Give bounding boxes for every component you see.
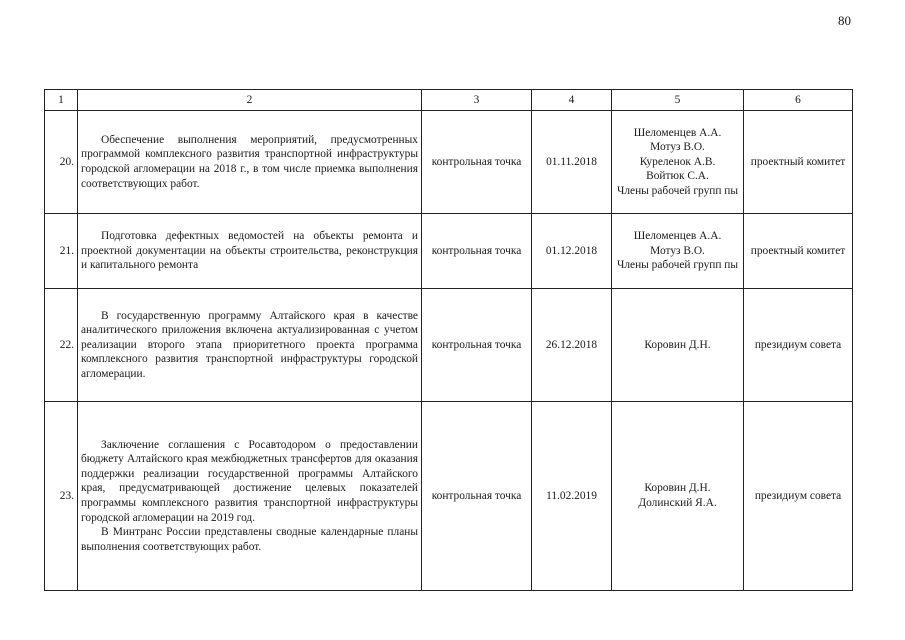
task-description (78, 402, 422, 591)
approving-body: проектный комитет (744, 214, 853, 289)
description-paragraph: Подготовка дефектных ведомостей на объекты ремонта и проектной документации на объекты строительства, реконструкция и капитального ремонта (81, 230, 418, 272)
approving-body: президиум совета (744, 402, 853, 591)
table-row (45, 214, 853, 289)
approving-body: проектный комитет (744, 111, 853, 214)
responsible-persons (612, 402, 744, 591)
task-type: контрольная точка (422, 289, 532, 402)
responsible-person: Долинский Я.А. (638, 497, 717, 509)
task-type: контрольная точка (422, 214, 532, 289)
column-header: 4 (532, 90, 612, 111)
table-row (45, 111, 853, 214)
column-header: 1 (45, 90, 78, 111)
responsible-person: Члены рабочей групп пы (616, 259, 739, 272)
responsible-person: Куреленок А.В. (639, 155, 716, 168)
row-number: 20. (45, 111, 78, 214)
task-description (78, 111, 422, 214)
table-header-row (45, 90, 853, 111)
approving-body: президиум совета (744, 289, 853, 402)
row-number: 21. (45, 214, 78, 289)
column-header: 2 (78, 90, 422, 111)
table-row (45, 289, 853, 402)
description-paragraph: В государственную программу Алтайского края в качестве аналитического приложения включена актуализированная с учетом реализации второго этапа приоритетного проекта программа комплексного развития транспортной инфраструктуры городской агломерации. (81, 309, 418, 380)
responsible-person: Мотуз В.О. (650, 141, 705, 154)
description-paragraph: Заключение соглашения с Росавтодором о предоставлении бюджету Алтайского края межбюджетных трансфертов для оказания поддержки реализации государственной программы Алтайского края, предусматривающей достижение целевых показателей программы комплексного развития транспортной инфраструктуры городской агломерации на 2019 год. (81, 438, 418, 524)
row-number: 22. (45, 289, 78, 402)
column-header: 3 (422, 90, 532, 111)
row-number: 23. (45, 402, 78, 591)
responsible-persons (612, 289, 744, 402)
task-date: 26.12.2018 (532, 289, 612, 402)
responsible-person: Коровин Д.Н. (644, 338, 711, 351)
task-type: контрольная точка (422, 111, 532, 214)
responsible-persons (612, 111, 744, 214)
task-type: контрольная точка (422, 402, 532, 591)
responsible-person: Шеломенцев А.А. (633, 230, 722, 243)
responsible-person: Шеломенцев А.А. (633, 126, 722, 139)
description-paragraph: Обеспечение выполнения мероприятий, предусмотренных программой комплексного развития транспортной инфраструктуры городской агломерации на 2018 г., в том числе приемка выполнения соответствующих работ. (81, 133, 418, 190)
responsible-persons (612, 214, 744, 289)
responsible-person: Войтюк С.А. (646, 170, 709, 183)
column-header: 5 (612, 90, 744, 111)
responsible-person: Члены рабочей групп пы (616, 184, 739, 197)
responsible-person: Мотуз В.О. (650, 244, 705, 257)
page-number: 80 (838, 13, 851, 28)
plan-table (44, 89, 853, 591)
task-date: 11.02.2019 (532, 402, 612, 591)
task-date: 01.11.2018 (532, 111, 612, 214)
task-description (78, 289, 422, 402)
responsible-person: Коровин Д.Н. (644, 482, 711, 495)
description-paragraph: В Минтранс России представлены сводные календарные планы выполнения соответствующих работ. (81, 526, 418, 553)
task-description (78, 214, 422, 289)
table-row (45, 402, 853, 591)
column-header: 6 (744, 90, 853, 111)
task-date: 01.12.2018 (532, 214, 612, 289)
